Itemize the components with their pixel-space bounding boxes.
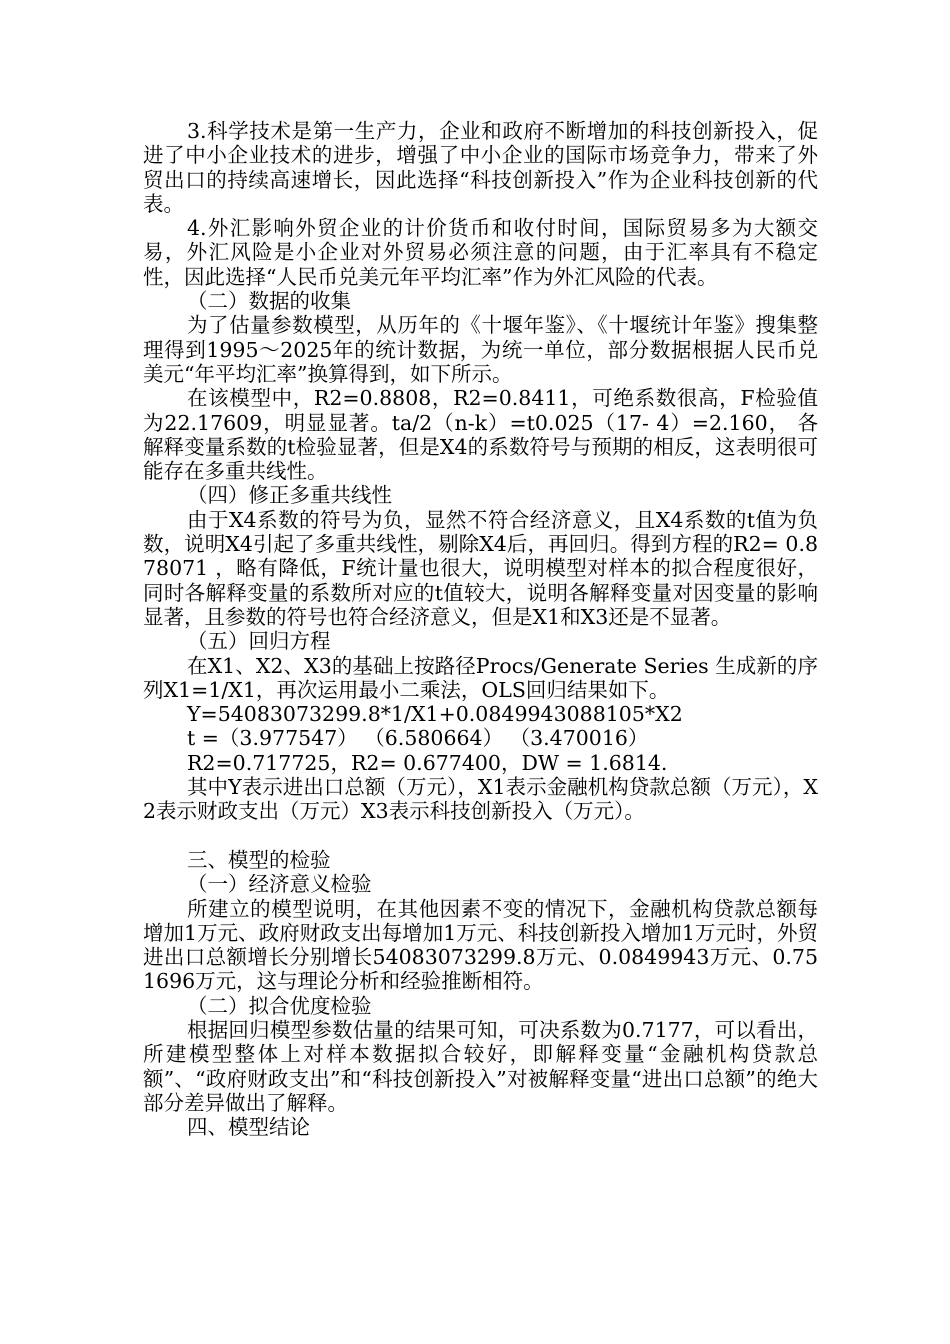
equation-line: Y=54083073299.8*1/X1+0.0849943088105*X2 bbox=[187, 702, 683, 727]
paragraph-science-tech: 3.科学技术是第一生产力，企业和政府不断增加的科技创新投入，促进了中小企业技术的进步，增强了中小企业的国际市场竞争力，带来了外贸出口的持续高速增长，因此选择“科技创新投入”作为企业科技创新的代表。 bbox=[143, 119, 818, 216]
section-heading-model-testing: 三、模型的检验 bbox=[187, 847, 331, 872]
t-statistics-line: t =（3.977547） （6.580664） （3.470016） bbox=[187, 726, 649, 751]
paragraph-multicollinearity: 由于X4系数的符号为负，显然不符合经济意义，且X4系数的t值为负数，说明X4引起了多重共线性，剔除X4后，再回归。得到方程的R2= 0.878071 ，略有降低，F统计量也很大，说明模型对样本的拟合程度很好，同时各解释变量的系数所对应的t值较大，说明各解释变量对因变量的影响显著，且参数的符号也符合经济意义，但是X1和X3还是不显著。 bbox=[143, 507, 818, 629]
section-heading-goodness-of-fit: （二）拟合优度检验 bbox=[187, 993, 372, 1018]
paragraph-data-collection: 为了估量参数模型，从历年的《十堰年鉴》、《十堰统计年鉴》搜集整理得到1995～2025年的统计数据，为统一单位，部分数据根据人民币兑美元“年平均汇率”换算得到，如下所示。 bbox=[143, 313, 818, 386]
paragraph-variable-definitions: 其中Y表示进出口总额（万元），X1表示金融机构贷款总额（万元），X2表示财政支出（万元）X3表示科技创新投入（万元）。 bbox=[143, 775, 818, 824]
paragraph-economic-test: 所建立的模型说明，在其他因素不变的情况下，金融机构贷款总额每增加1万元、政府财政支出每增加1万元、科技创新投入增加1万元时，外贸进出口总额增长分别增长54083073299.8万元、0.0849943万元、0.751696万元，这与理论分析和经验推断相符。 bbox=[143, 896, 818, 994]
paragraph-goodness-of-fit: 根据回归模型参数估量的结果可知，可决系数为0.7177，可以看出，所建模型整体上对样本数据拟合较好，即解释变量“金融机构贷款总额”、“政府财政支出”和“科技创新投入”对被解释变量“进出口总额”的绝大部分差异做出了解释。 bbox=[143, 1017, 818, 1115]
blank-line bbox=[143, 824, 818, 848]
section-heading-economic-test: （一）经济意义检验 bbox=[187, 872, 372, 897]
document-body bbox=[143, 119, 818, 1139]
fit-statistics-line: R2=0.717725，R2= 0.677400，DW = 1.6814. bbox=[187, 750, 668, 775]
paragraph-model-results: 在该模型中，R2=0.8808，R2=0.8411，可绝系数很高，F检验值为22.17609，明显显著。ta/2（n-k）=t0.025（17- 4）=2.160， 各解释变量系数的t检验显著，但是X4的系数符号与预期的相反，这表明很可能存在多重共线性。 bbox=[143, 386, 818, 484]
section-heading-model-conclusion: 四、模型结论 bbox=[187, 1115, 310, 1140]
section-heading-regression-equation: （五）回归方程 bbox=[187, 629, 331, 654]
paragraph-forex: 4.外汇影响外贸企业的计价货币和收付时间，国际贸易多为大额交易，外汇风险是小企业对外贸易必须注意的问题，由于汇率具有不稳定性，因此选择“人民币兑美元年平均汇率”作为外汇风险的代表。 bbox=[143, 216, 818, 289]
paragraph-regression-method: 在X1、X2、X3的基础上按路径Procs/Generate Series 生成新的序列X1=1/X1，再次运用最小二乘法，OLS回归结果如下。 bbox=[143, 653, 818, 702]
section-heading-data-collection: （二）数据的收集 bbox=[187, 289, 351, 314]
section-heading-multicollinearity: （四）修正多重共线性 bbox=[187, 483, 392, 508]
